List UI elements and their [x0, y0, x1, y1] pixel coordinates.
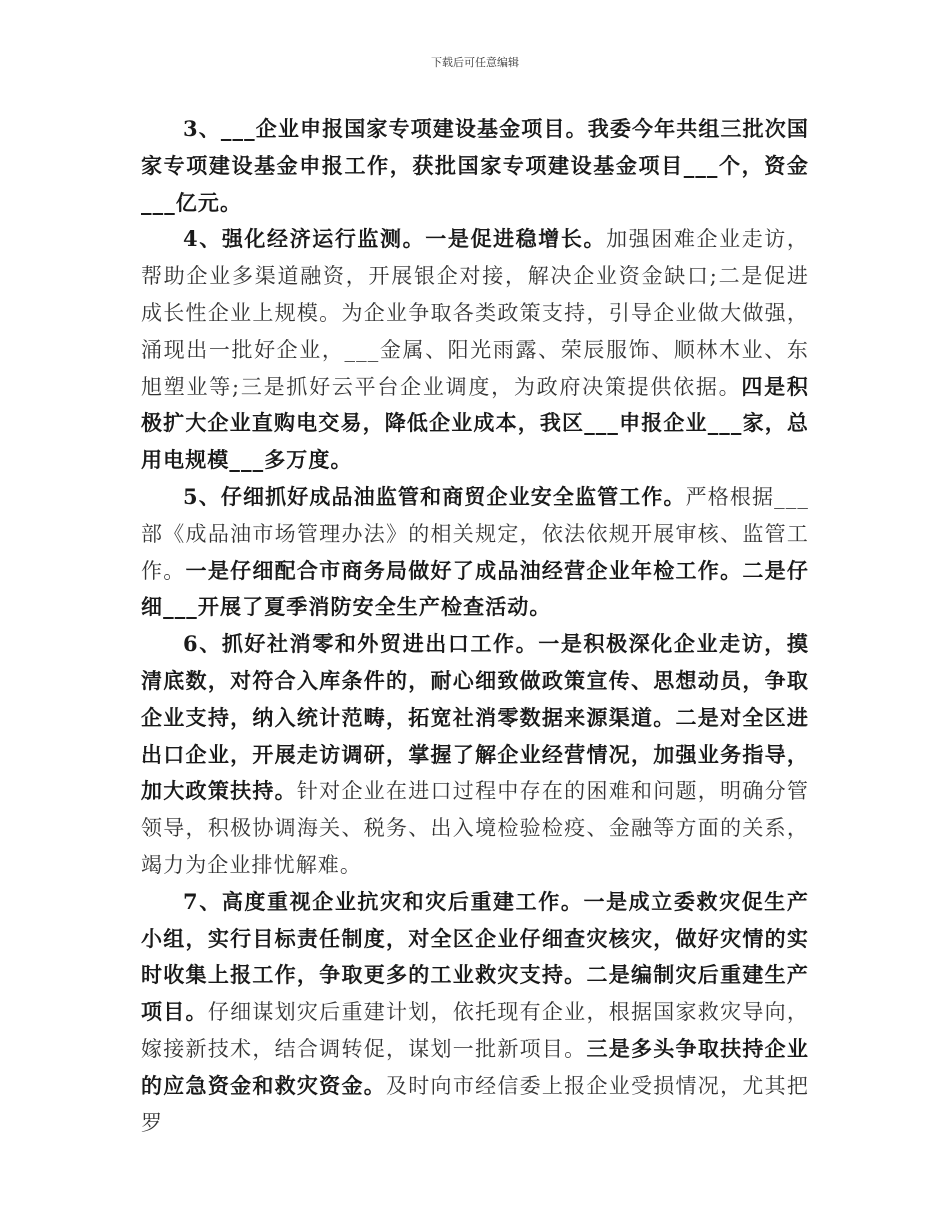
text-run: 及时向市经信委上报企业受损情况，尤其把罗: [141, 1073, 809, 1135]
text-run: 仔细谋划灾后重建计划，依托现有企业，根据国家救灾导向，嫁接新技术，结合调转促，谋划一批新项目。: [141, 1000, 809, 1061]
paragraph-5: [141, 884, 809, 1142]
paragraph-2: [141, 221, 809, 479]
bold-text-run: 3、___企业申报国家专项建设基金项目。我委今年共组三批次国家专项建设基金申报工作，获批国家专项建设基金项目___个，资金___亿元。: [141, 116, 809, 215]
bold-text-run: 四是积极扩大企业直购电交易，降低企业成本，我区___申报企业___家，总用电规模___多万度。: [141, 373, 809, 473]
text-run: 针对企业在进口过程中存在的困难和问题，明确分管领导，积极协调海关、税务、出入境检验检疫、金融等方面的关系，竭力为企业排忧解难。: [141, 779, 809, 877]
text-run: 加强困难企业走访，帮助企业多渠道融资，开展银企对接，解决企业资金缺口;二是促进成长性企业上规模。为企业争取各类政策支持，引导企业做大做强，涌现出一批好企业，___金属、阳光雨露、荣辰服饰、顺林木业、东旭塑业等;三是抓好云平台企业调度，为政府决策提供依据。: [141, 227, 810, 399]
bold-text-run: 三是多头争取扶持企业的应急资金和救灾资金。: [141, 1035, 810, 1098]
paragraph-3: [141, 479, 809, 626]
bold-text-run: 4、强化经济运行监测。一是促进稳增长。: [183, 226, 607, 252]
page-header: 下载后可任意编辑: [431, 56, 519, 69]
text-run: 严格根据___部《成品油市场管理办法》的相关规定，依法依规开展审核、监管工作。: [141, 484, 809, 583]
bold-text-run: 7、高度重视企业抗灾和灾后重建工作。一是成立委救灾促生产小组，实行目标责任制度，对全区企业仔细查灾核灾，做好灾情的实时收集上报工作，争取更多的工业救灾支持。二是编制灾后重建生产项目。: [141, 888, 809, 1025]
bold-text-run: 一是仔细配合市商务局做好了成品油经营企业年检工作。二是仔细___开展了夏季消防安全生产检查活动。: [141, 557, 809, 620]
paragraph-4: [141, 626, 809, 884]
paragraph-1: [141, 111, 809, 221]
bold-text-run: 6、抓好社消零和外贸进出口工作。一是积极深化企业走访，摸清底数，对符合入库条件的，耐心细致做政策宣传、思想动员，争取企业支持，纳入统计范畴，拓宽社消零数据来源渠道。二是对全区进出口企业，开展走访调研，掌握了解企业经营情况，加强业务指导，加大政策扶持。: [141, 631, 809, 804]
bold-text-run: 5、仔细抓好成品油监管和商贸企业安全监管工作。: [183, 483, 686, 509]
document-body: [141, 111, 809, 1141]
